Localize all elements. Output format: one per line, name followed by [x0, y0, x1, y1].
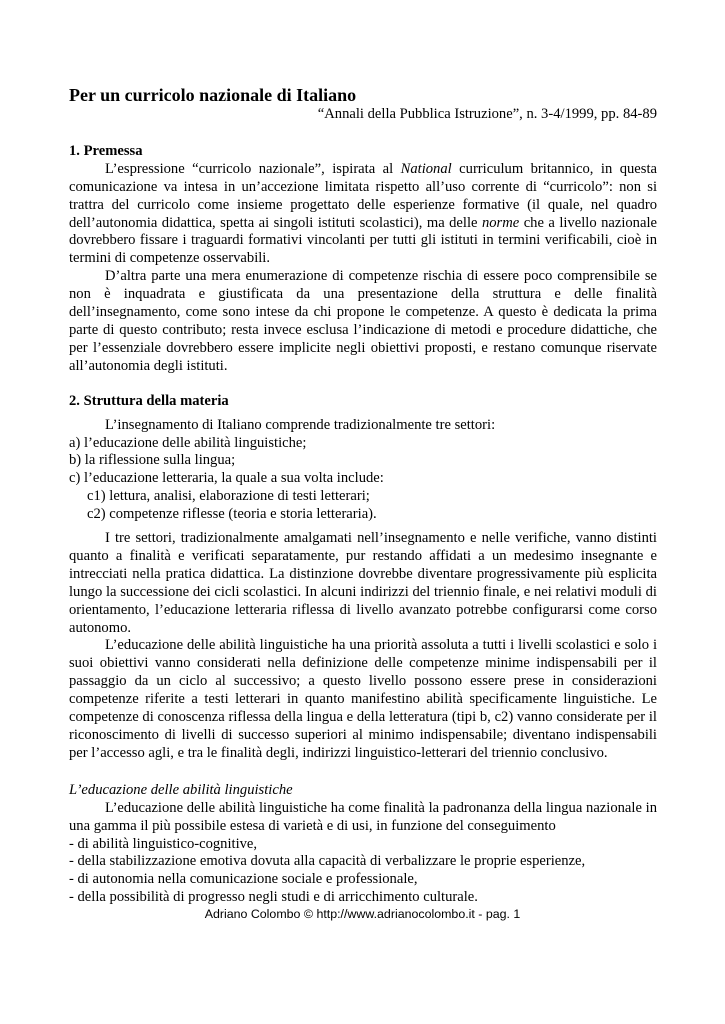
- settori-list: [69, 435, 657, 525]
- paragraph: L’educazione delle abilità linguistiche ha una priorità assoluta a tutti i livelli scolastici e solo i suoi obiettivi vanno considerati nella definizione delle competenze minime indispensabili per il passaggio da un ciclo al successivo; a questo livello possono essere prese in considerazioni competenze riferite a testi letterari in quanto manifestino abilità specificamente linguistiche. Le competenze di conoscenza riflessa della lingua e della letteratura (tipi b, c2) vanno considerate per il riconoscimento di livelli di successo superiori al minimo indispensabile; diventano indispensabili per l’accesso agli, e tra le finalità degli, indirizzi linguistico-letterari del triennio conclusivo.: [69, 637, 657, 761]
- list-item: - di autonomia nella comunicazione sociale e professionale,: [69, 871, 418, 888]
- list-item: - della possibilità di progresso negli studi e di arricchimento culturale.: [69, 889, 478, 906]
- list-item: - di abilità linguistico-cognitive,: [69, 835, 258, 852]
- list-item: a) l’educazione delle abilità linguistiche;: [69, 434, 307, 451]
- paragraph: D’altra parte una mera enumerazione di competenze rischia di essere poco comprensibile se non è inquadrata e giustificata da una presentazione della struttura e delle finalità dell’insegnamento, come sono intese da chi propone le competenze. A questo è dedicata la prima parte di questo contributo; resta invece esclusa l’indicazione di metodi e procedure didattiche, che per l’essenziale dovrebbero essere implicite negli obiettivi proposti, e restano comunque riservate all’autonomia degli istituti.: [69, 268, 657, 374]
- page-footer: Adriano Colombo © http://www.adrianocolombo.it - pag. 1: [204, 907, 521, 921]
- list-item: b) la riflessione sulla lingua;: [69, 452, 236, 469]
- emphasis-text: National: [400, 160, 452, 177]
- document-source: “Annali della Pubblica Istruzione”, n. 3-4/1999, pp. 84-89: [317, 106, 657, 122]
- document-title: Per un curricolo nazionale di Italiano: [69, 85, 357, 105]
- list-item: - della stabilizzazione emotiva dovuta alla capacità di verbalizzare le proprie esperienze,: [69, 853, 586, 870]
- section-heading-premessa: 1. Premessa: [69, 142, 143, 159]
- finalita-list: [69, 836, 657, 908]
- section-heading-struttura: 2. Struttura della materia: [69, 392, 229, 409]
- list-intro: L’insegnamento di Italiano comprende tradizionalmente tre settori:: [105, 416, 496, 433]
- list-subitem: c1) lettura, analisi, elaborazione di testi letterari;: [87, 488, 370, 505]
- paragraph: L’educazione delle abilità linguistiche ha come finalità la padronanza della lingua nazionale in una gamma il più possibile estesa di varietà e di usi, in funzione del conseguimento: [69, 799, 657, 834]
- list-subitem: c2) competenze riflesse (teoria e storia letteraria).: [87, 506, 377, 523]
- section-heading-abilita: L’educazione delle abilità linguistiche: [69, 781, 293, 798]
- paragraph: L’espressione “curricolo nazionale”, ispirata al National curriculum britannico, in questa comunicazione va intesa in un’accezione limitata rispetto all’uso corrente di “curricolo”: non si trattra del curricolo come insieme progettato delle esperienze formative (il quale, nel quadro dell’autonomia didattica, spetta ai singoli istituti scolastici), ma delle norme che a livello nazionale dovrebbero fissare i traguardi formativi vincolanti per tutti gli istituti in termini verificabili, cioè in termini di competenze osservabili.: [69, 160, 657, 267]
- paragraph: I tre settori, tradizionalmente amalgamati nell’insegnamento e nelle verifiche, vanno distinti quanto a finalità e verificati separatamente, pur restando affidati a un medesimo insegnante e intrecciati nella pratica didattica. La distinzione dovrebbe diventare progressivamente più esplicita lungo la successione dei cicli scolastici. In alcuni indirizzi del triennio finale, e nei relativi moduli di orientamento, l’educazione letteraria riflessa di livello avanzato potrebbe configurarsi come corso autonomo.: [69, 530, 657, 636]
- list-item: c) l’educazione letteraria, la quale a sua volta include:: [69, 470, 384, 487]
- document-page: [69, 84, 657, 907]
- emphasis-text: norme: [481, 214, 520, 231]
